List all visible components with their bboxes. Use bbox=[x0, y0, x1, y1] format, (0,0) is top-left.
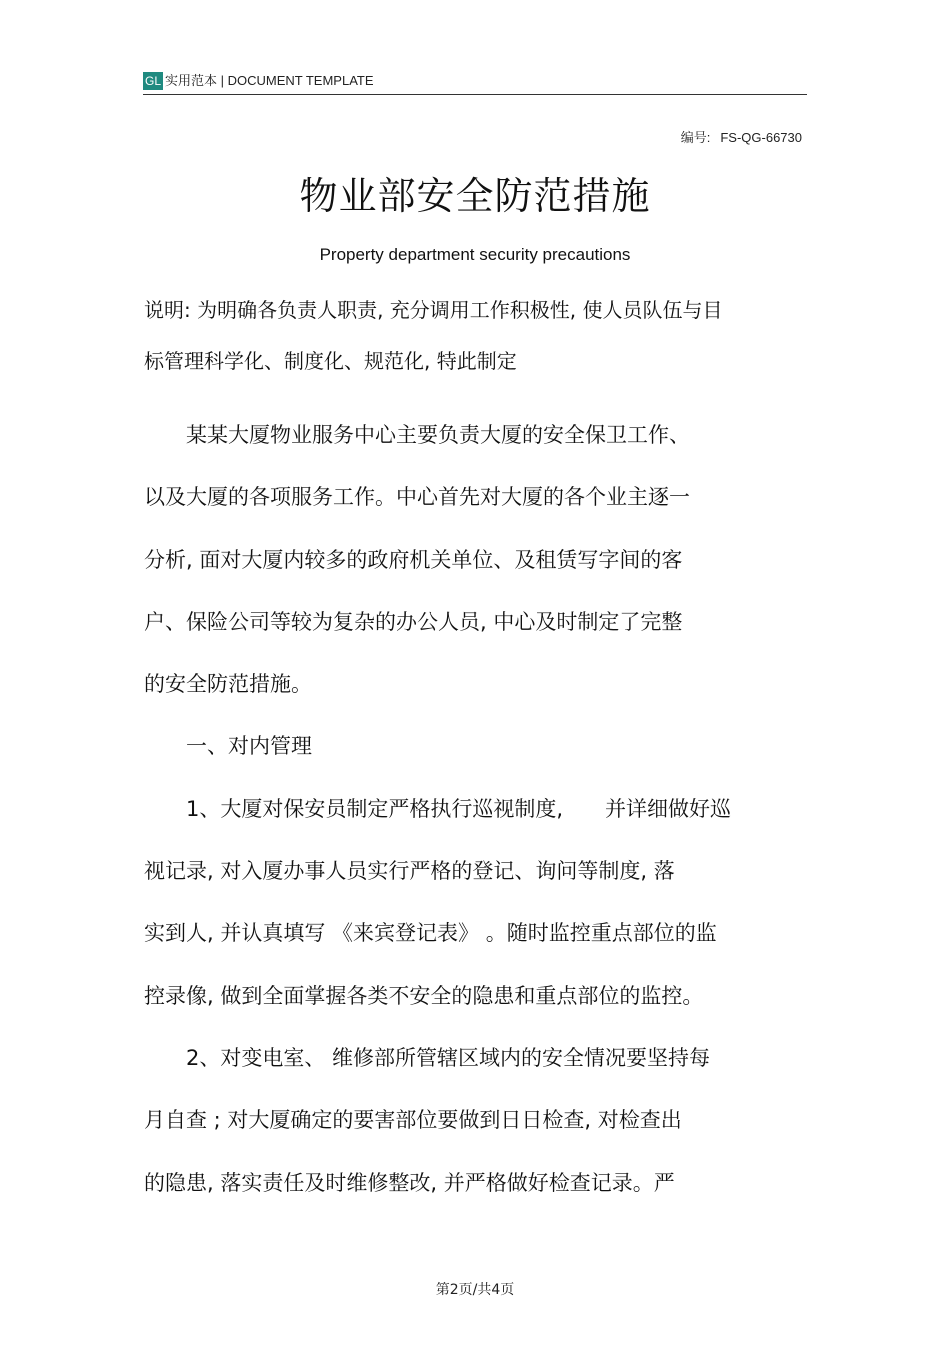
header-title: 实用范本 | DOCUMENT TEMPLATE bbox=[165, 73, 374, 88]
body-text bbox=[144, 404, 794, 1214]
body-line: 1、大厦对保安员制定严格执行巡视制度, 并详细做好巡 bbox=[144, 796, 732, 821]
body-line: 某某大厦物业服务中心主要负责大厦的安全保卫工作、 bbox=[144, 423, 690, 447]
body-line: 月自查 ; 对大厦确定的要害部位要做到日日检查, 对检查出 bbox=[144, 1108, 682, 1133]
page-header bbox=[143, 70, 807, 95]
body-line: 分析, 面对大厦内较多的政府机关单位、及租赁写字间的客 bbox=[144, 547, 683, 572]
body-line: 实到人, 并认真填写 《来宾登记表》 。随时监控重点部位的监 bbox=[144, 921, 717, 946]
document-number-label: 编号: bbox=[680, 130, 711, 145]
document-title: 物业部安全防范措施 bbox=[299, 174, 651, 218]
section-heading: 一、对内管理 bbox=[144, 734, 312, 759]
document-number bbox=[681, 127, 802, 146]
body-line: 以及大厦的各项服务工作。中心首先对大厦的各个业主逐一 bbox=[144, 485, 690, 510]
description-line: 标管理科学化、制度化、规范化, 特此制定 bbox=[144, 349, 517, 373]
page-number: 第2页/共4页 bbox=[435, 1282, 515, 1298]
gl-logo: GL bbox=[145, 74, 162, 88]
body-line: 户、保险公司等较为复杂的办公人员, 中心及时制定了完整 bbox=[144, 609, 683, 634]
body-line: 的安全防范措施。 bbox=[144, 672, 312, 697]
body-line: 视记录, 对入厦办事人员实行严格的登记、询问等制度, 落 bbox=[144, 859, 675, 884]
body-line: 的隐患, 落实责任及时维修整改, 并严格做好检查记录。严 bbox=[144, 1170, 675, 1195]
document-subtitle: Property department security precautions bbox=[319, 245, 631, 264]
body-line: 控录像, 做到全面掌握各类不安全的隐患和重点部位的监控。 bbox=[144, 983, 704, 1008]
description bbox=[144, 285, 804, 387]
body-line: 2、对变电室、 维修部所管辖区域内的安全情况要坚持每 bbox=[144, 1045, 711, 1070]
document-number-value: FS-QG-66730 bbox=[720, 130, 802, 145]
description-line: 说明: 为明确各负责人职责, 充分调用工作积极性, 使人员队伍与目 bbox=[144, 298, 723, 322]
